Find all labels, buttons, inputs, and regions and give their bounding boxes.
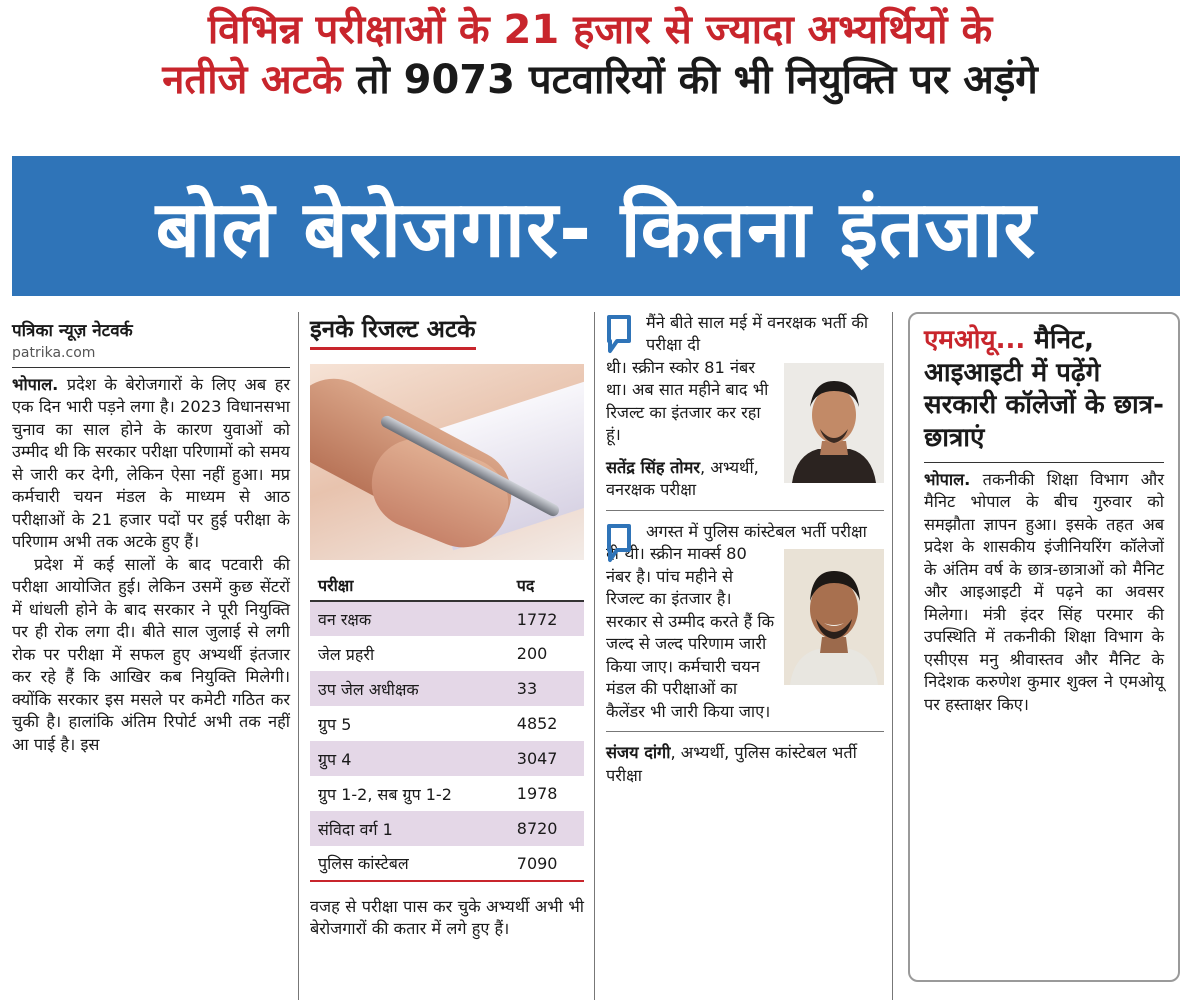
post-count: 1772 — [509, 601, 584, 636]
sidebar-story-box — [908, 312, 1180, 982]
post-count: 8720 — [509, 811, 584, 846]
writing-hand-photo — [310, 364, 584, 560]
kicker-line-2-red: नतीजे अटके — [162, 57, 343, 103]
main-story-column — [12, 318, 290, 998]
quote-1-role: , अभ्यर्थी, वनरक्षक परीक्षा — [606, 457, 759, 500]
byline: पत्रिका न्यूज़ नेटवर्क — [12, 321, 133, 341]
results-title: इनके रिजल्ट अटके — [310, 312, 476, 350]
header-posts: पद — [509, 570, 584, 601]
table-row — [310, 741, 584, 776]
byline-divider — [12, 367, 290, 368]
column-divider — [892, 312, 893, 1000]
exam-name: वन रक्षक — [310, 601, 509, 636]
main-story-para-2: प्रदेश में कई सालों के बाद पटवारी की परीक्षा आयोजित हुई। लेकिन उसमें कुछ सेंटरों में धांधली होने के बाद सरकार ने पूरी नियुक्ति पर ही रोक लगा दी। बीते साल जुलाई से लगी रोक पर परीक्षा में सफल हुए अभ्यर्थी इंतजार कर रहे हैं कि आखिर कब नियुक्ति मिलेगी। क्योंकि सरकार इस मसले पर कमेटी गठित कर चुकी है। हालांकि अंतिम रिपोर्ट अभी तक नहीं आ पाई है। इस — [12, 554, 290, 754]
para-1-text: प्रदेश के बेरोजगारों के लिए अब हर एक दिन भारी पड़ने लगा है। 2023 विधानसभा चुनाव का साल होने के कारण युवाओं को उम्मीद थी कि सरकार परीक्षा परिणामों को समय से जारी कर देगी, लेकिन ऐसा नहीं हुआ। मप्र कर्मचारी चयन मंडल के माध्यम से आठ परीक्षाओं के 21 हजार पदों पर हुई परीक्षा के परिणाम अभी तक अटके हुए हैं। — [12, 375, 290, 552]
candidate-portrait-2 — [784, 549, 884, 685]
kicker-line-2-rest: तो 9073 पटवारियों की भी नियुक्ति पर अड़ंगे — [342, 57, 1038, 103]
kicker-line-1: विभिन्न परीक्षाओं के 21 हजार से ज्यादा अभ्यर्थियों के — [207, 7, 993, 53]
kicker-line-2 — [0, 56, 1200, 104]
exam-name: ग्रुप 4 — [310, 741, 509, 776]
exam-name: उप जेल अधीक्षक — [310, 671, 509, 706]
results-table — [310, 570, 584, 882]
main-story-para-1 — [12, 374, 290, 554]
quote-1-body: थी। स्क्रीन स्कोर 81 नंबर था। अब सात महीने बाद भी रिजल्ट का इंतजार कर रहा हूं। — [606, 357, 769, 445]
exam-name: ग्रुप 5 — [318, 714, 352, 734]
sidebar-body-text: तकनीकी शिक्षा विभाग और मैनिट भोपाल के बीच गुरुवार को समझौता ज्ञापन हुआ। इसके तहत अब प्रदेश के शासकीय इंजीनियरिंग कॉलेजों के अंतिम वर्ष के छात्र-छात्राओं को मैनिट और आइआइटी में पढ़ने का अवसर मिलेगा। मंत्री इंदर सिंह परमार की उपस्थिति में तकनीकी शिक्षा विभाग के एसीएस मनु श्रीवास्तव और मैनिट के निदेशक करुणेश कुमार शुक्ल ने एमओयू पर हस्ताक्षर किए। — [924, 470, 1164, 714]
table-row — [310, 811, 584, 846]
main-headline-banner — [12, 156, 1180, 296]
sidebar-headline-rest: मैनिट, आइआइटी में पढ़ेंगे सरकारी कॉलेजों के छात्र-छात्राएं — [924, 325, 1164, 453]
quote-2-attribution — [606, 742, 884, 787]
header-exam: परीक्षा — [310, 570, 509, 601]
main-headline: बोले बेरोजगार- कितना इंतजार — [155, 185, 1037, 275]
candidate-portrait-1 — [784, 363, 884, 483]
main-story-continuation: वजह से परीक्षा पास कर चुके अभ्यर्थी अभी भी बेरोजगारों की कतार में लगे हुए हैं। — [310, 897, 584, 939]
table-row — [310, 846, 584, 881]
quote-2 — [606, 521, 884, 787]
quote-2-body: दी थी। स्क्रीन मार्क्स 80 नंबर है। पांच महीने से रिजल्ट का इंतजार है। सरकार से उम्मीद करते हैं कि जल्द से जल्द परिणाम जारी किया जाए। कर्मचारी चयन मंडल की परीक्षाओं का कैलेंडर भी जारी किया जाए। — [606, 544, 775, 721]
quote-1-lead: मैंने बीते साल मई में वनरक्षक भर्ती की परीक्षा दी — [646, 313, 869, 355]
results-column — [310, 312, 584, 1002]
dateline: भोपाल. — [12, 375, 59, 394]
post-count: 3047 — [509, 741, 584, 776]
quote-mark-icon — [606, 314, 632, 354]
results-table-header — [310, 570, 584, 601]
quote-2-name: संजय दांगी — [606, 743, 671, 763]
post-count: 7090 — [509, 846, 584, 881]
table-row — [310, 706, 584, 741]
sidebar-body — [924, 469, 1164, 716]
column-divider — [594, 312, 595, 1000]
table-row — [310, 776, 584, 811]
exam-name: जेल प्रहरी — [318, 644, 375, 664]
main-story-body — [12, 374, 290, 756]
post-count: 33 — [509, 671, 584, 706]
quote-2-role: , अभ्यर्थी, पुलिस कांस्टेबल भर्ती परीक्षा — [606, 743, 857, 785]
website: patrika.com — [12, 345, 96, 361]
sidebar-dateline: भोपाल. — [924, 470, 971, 489]
quote-1 — [606, 312, 884, 502]
post-count: 1978 — [516, 784, 558, 803]
quote-2-lead: अगस्त में पुलिस कांस्टेबल भर्ती परीक्षा — [646, 521, 867, 541]
table-row — [310, 601, 584, 636]
quote-divider — [606, 731, 884, 732]
exam-name: पुलिस कांस्टेबल — [310, 846, 509, 881]
exam-name: संविदा वर्ग 1 — [310, 811, 509, 846]
quotes-column — [606, 312, 884, 1002]
sidebar-divider — [924, 462, 1164, 463]
table-row — [310, 671, 584, 706]
quote-1-name: सतेंद्र सिंह तोमर — [606, 457, 701, 477]
sidebar-headline-red: एमओयू... — [924, 325, 1026, 355]
quote-mark-icon — [606, 523, 632, 563]
column-divider — [298, 312, 299, 1000]
post-count: 4852 — [516, 714, 558, 733]
quote-divider — [606, 510, 884, 511]
table-row — [310, 636, 584, 671]
post-count: 200 — [516, 644, 548, 663]
sidebar-headline — [924, 324, 1164, 454]
headline-kicker — [0, 6, 1200, 104]
exam-name: ग्रुप 1-2, सब ग्रुप 1-2 — [318, 784, 452, 804]
